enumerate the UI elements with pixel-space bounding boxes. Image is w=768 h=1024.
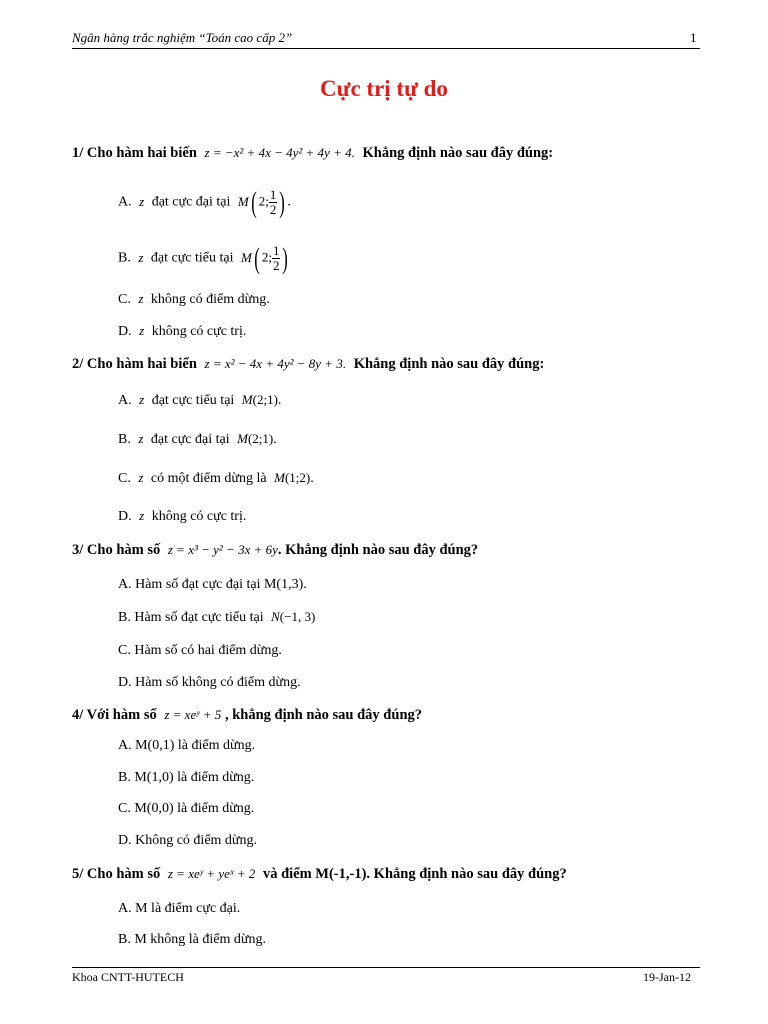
question-3-option-b: B. Hàm số đạt cực tiểu tại N(−1, 3) (118, 609, 316, 625)
question-4-lead: 4/ Với hàm số (72, 707, 157, 723)
header-title: Ngân hàng trắc nghiệm “Toán cao cấp 2” (72, 30, 293, 45)
question-2 (72, 356, 544, 373)
question-2-tail: Khẳng định nào sau đây đúng: (353, 356, 545, 372)
question-3 (72, 542, 478, 559)
question-1-tail: Khẳng định nào sau đây đúng: (362, 145, 554, 161)
question-2-lead: 2/ Cho hàm hai biến (72, 356, 197, 372)
footer-divider (72, 967, 700, 968)
question-4-option-b: B. M(1,0) là điểm dừng. (118, 770, 255, 785)
question-4-option-c: C. M(0,0) là điểm dừng. (118, 801, 255, 816)
question-4-formula: z = xeʸ + 5 (164, 707, 222, 722)
question-5-tail: và điểm M(-1,-1). Khẳng định nào sau đây đúng? (262, 866, 567, 882)
question-5 (72, 866, 567, 883)
footer-department: Khoa CNTT-HUTECH (72, 970, 184, 984)
question-2-option-a: A. z đạt cực tiểu tại M(2;1). (118, 392, 282, 408)
question-4-tail: , khẳng định nào sau đây đúng? (224, 707, 423, 723)
question-5-lead: 5/ Cho hàm số (72, 866, 161, 882)
question-1-option-d: D. z không có cực trị. (118, 323, 247, 339)
question-1 (72, 145, 553, 162)
footer-date: 19-Jan-12 (643, 970, 691, 984)
question-3-option-c: C. Hàm số có hai điểm dừng. (118, 643, 282, 658)
question-2-formula: z = x² − 4x + 4y² − 8y + 3. (204, 356, 347, 371)
page-number: 1 (690, 30, 697, 45)
question-1-option-b: B. z đạt cực tiểu tại M( 2; $\frac{1}{2}$ ) (118, 241, 289, 275)
question-1-lead: 1/ Cho hàm hai biến (72, 145, 197, 161)
question-1-option-c: C. z không có điểm dừng. (118, 291, 270, 307)
question-3-formula: z = x³ − y² − 3x + 6y (167, 542, 278, 557)
question-3-option-d: D. Hàm số không có điểm dừng. (118, 675, 301, 690)
question-3-option-a: A. Hàm số đạt cực đại tại M(1,3). (118, 577, 307, 592)
question-4-option-d: D. Không có điểm dừng. (118, 833, 258, 848)
question-5-option-b: B. M không là điểm dừng. (118, 932, 266, 947)
question-2-option-b: B. z đạt cực đại tại M(2;1). (118, 431, 277, 447)
question-5-option-a: A. M là điểm cực đại. (118, 901, 241, 916)
question-2-option-c: C. z có một điểm dừng là M(1;2). (118, 470, 314, 486)
question-2-option-d: D. z không có cực trị. (118, 508, 247, 524)
question-4-option-a: A. M(0,1) là điểm dừng. (118, 738, 256, 753)
question-3-lead: 3/ Cho hàm số (72, 542, 161, 558)
question-5-formula: z = xeʸ + yeˣ + 2 (167, 866, 256, 881)
question-1-formula: z = −x² + 4x − 4y² + 4y + 4. (204, 145, 355, 160)
question-1-option-a: A. z đạt cực đại tại M( 2; $\frac{1}{2}$ ) . (118, 185, 291, 219)
header-divider (72, 48, 700, 49)
question-4 (72, 707, 422, 724)
document-title: Cực trị tự do (320, 76, 448, 101)
question-3-tail: . Khẳng định nào sau đây đúng? (277, 542, 479, 558)
